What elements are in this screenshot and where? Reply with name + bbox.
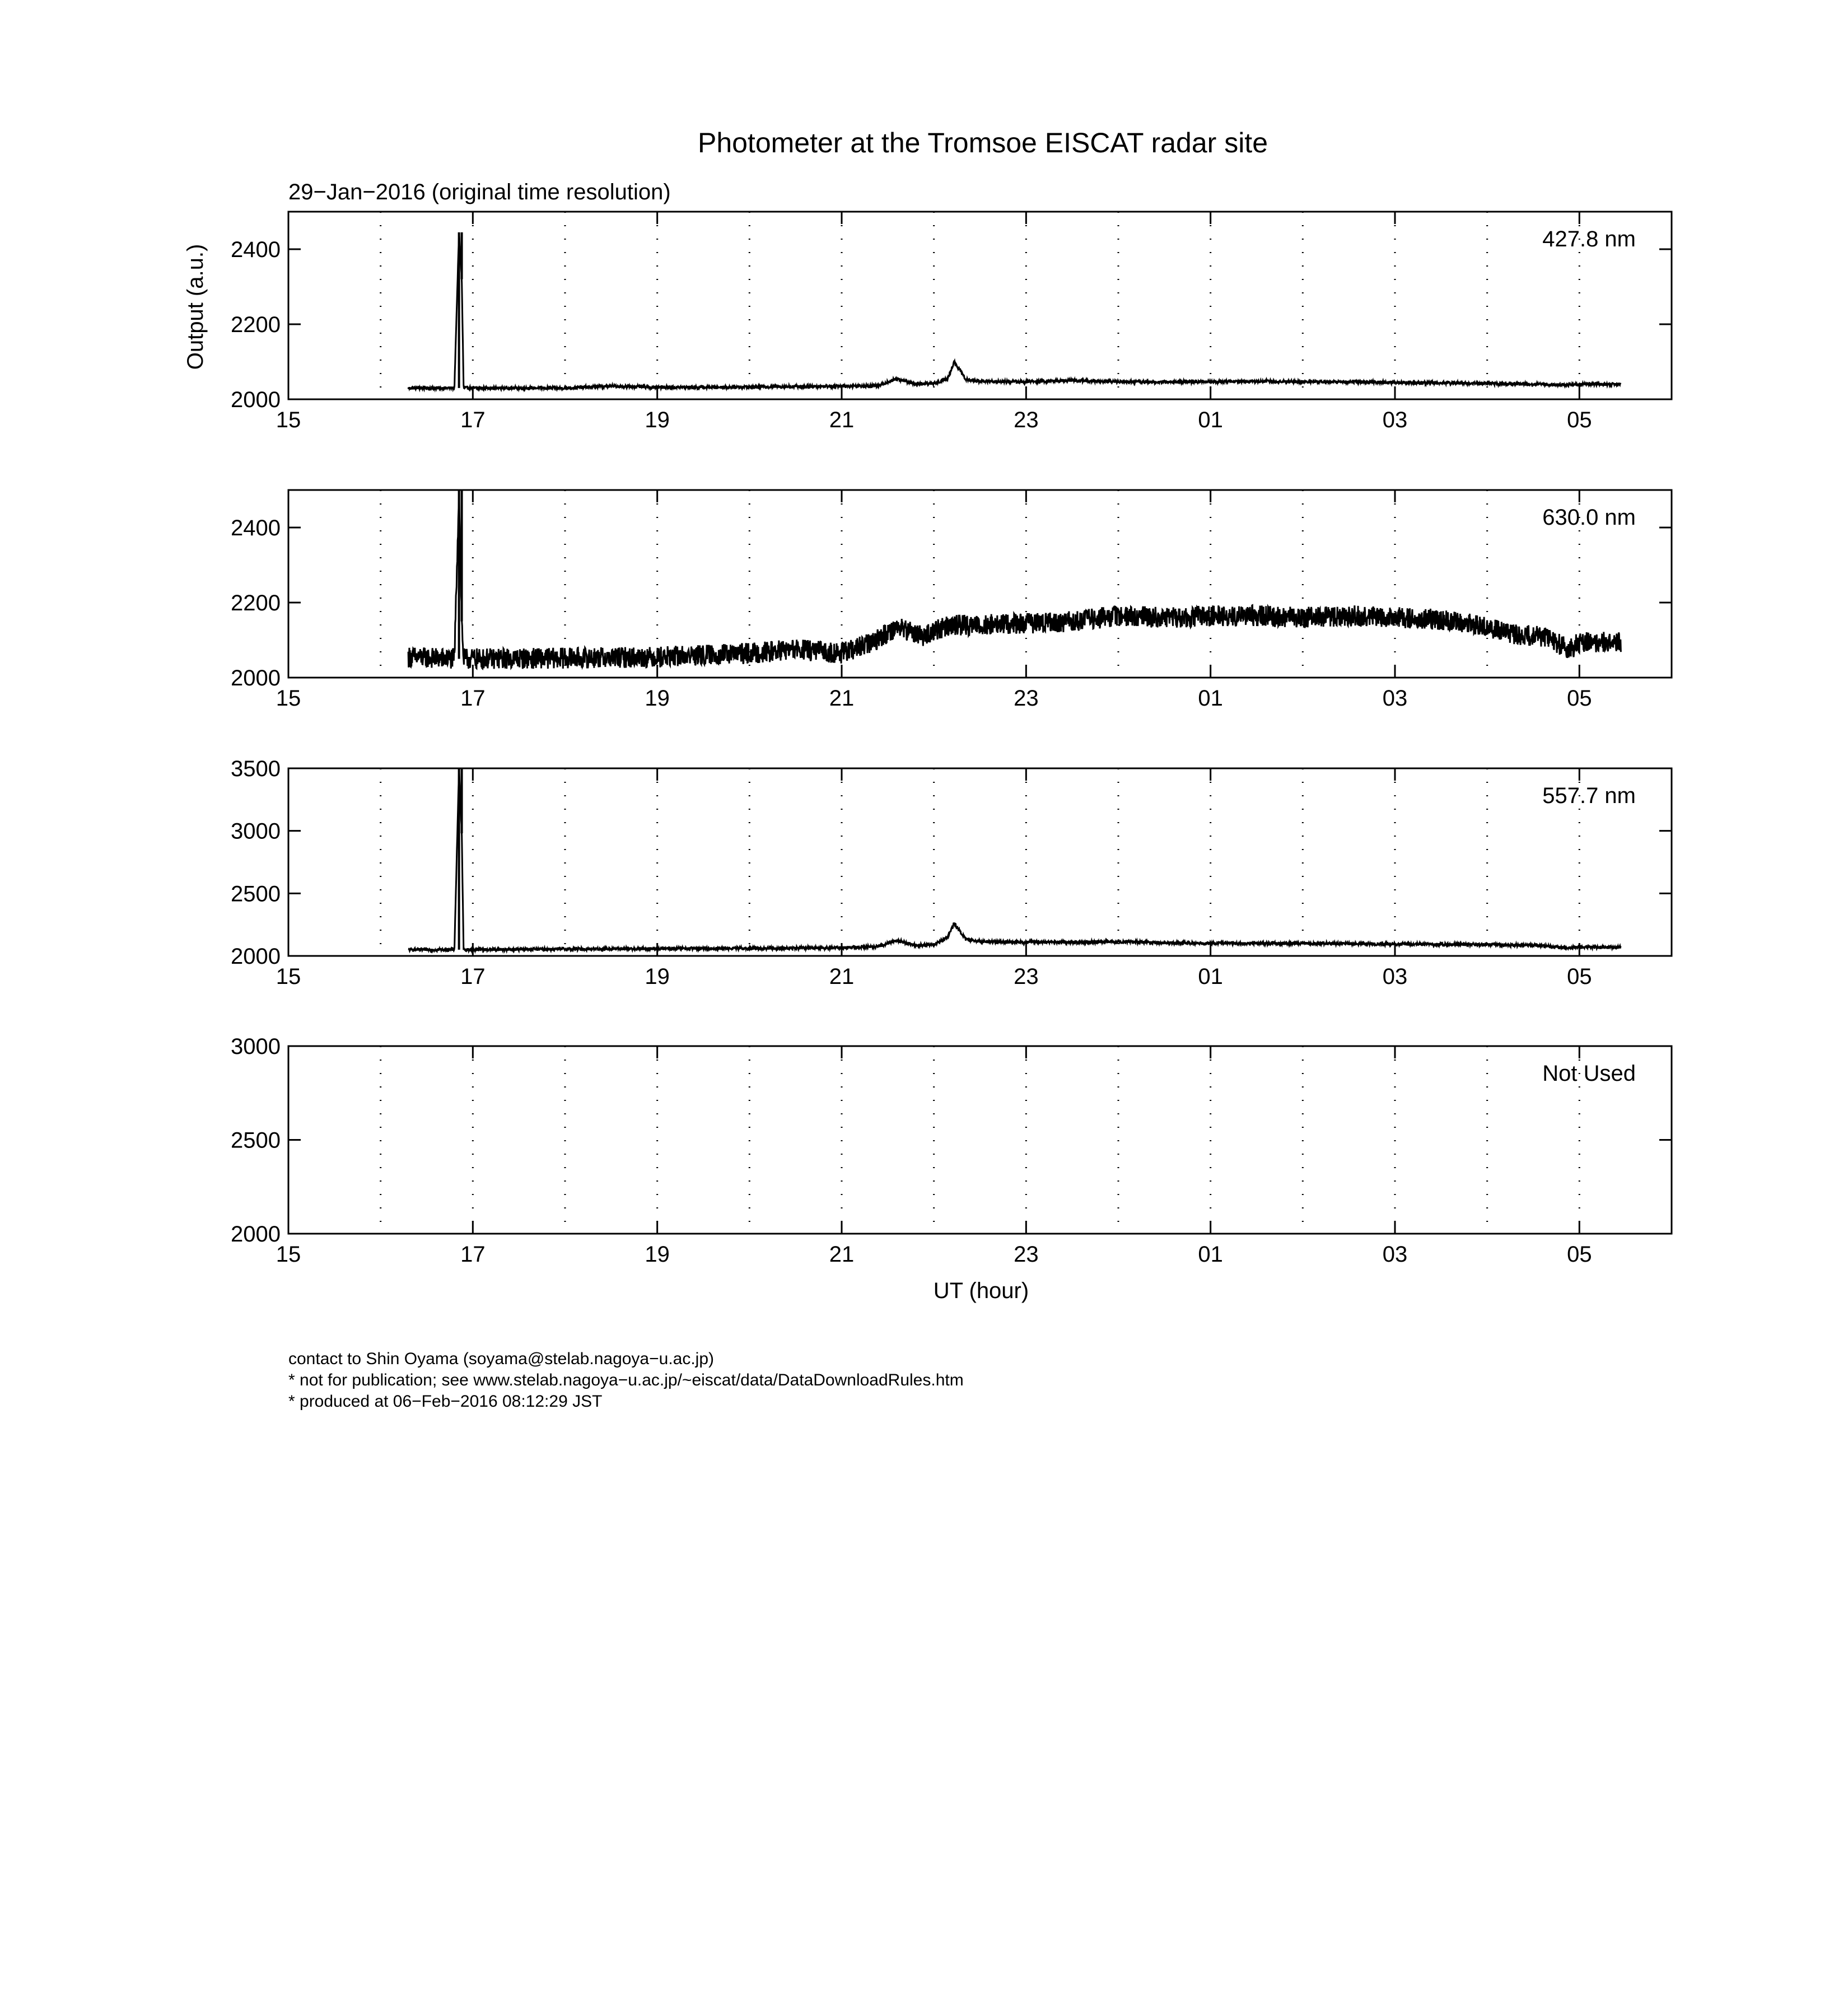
x-tick-label: 01 xyxy=(1198,408,1223,432)
panel-wavelength-label: 427.8 nm xyxy=(1542,227,1636,251)
x-tick-label: 17 xyxy=(460,686,486,711)
panel-wavelength-label: Not Used xyxy=(1542,1061,1636,1086)
panel-wavelength-label: 557.7 nm xyxy=(1542,783,1636,808)
x-tick-label: 23 xyxy=(1014,686,1039,711)
series-line xyxy=(408,490,1621,669)
figure-subtitle: 29−Jan−2016 (original time resolution) xyxy=(288,180,671,204)
y-tick-label: 2000 xyxy=(231,944,281,969)
x-tick-label: 15 xyxy=(276,964,301,989)
x-tick-label: 01 xyxy=(1198,964,1223,989)
x-tick-label: 15 xyxy=(276,686,301,711)
panel-1 xyxy=(231,212,1672,432)
y-axis-label: Output (a.u.) xyxy=(183,244,208,370)
x-tick-label: 23 xyxy=(1014,1242,1039,1267)
x-tick-label: 21 xyxy=(829,408,855,432)
x-tick-label: 21 xyxy=(829,1242,855,1267)
footer-contact: contact to Shin Oyama (soyama@stelab.nagoya−u.ac.jp) xyxy=(288,1350,715,1368)
panel-wavelength-label: 630.0 nm xyxy=(1542,505,1636,530)
x-tick-label: 17 xyxy=(460,1242,486,1267)
x-tick-label: 17 xyxy=(460,408,486,432)
x-tick-label: 15 xyxy=(276,408,301,432)
series-line xyxy=(408,768,1621,951)
x-tick-label: 17 xyxy=(460,964,486,989)
x-tick-label: 05 xyxy=(1567,408,1592,432)
axes-frame xyxy=(288,1046,1672,1234)
x-tick-label: 03 xyxy=(1382,964,1408,989)
x-tick-label: 05 xyxy=(1567,686,1592,711)
panel-3 xyxy=(231,757,1672,989)
x-tick-label: 03 xyxy=(1382,1242,1408,1267)
axes-frame xyxy=(288,490,1672,678)
axes-frame xyxy=(288,212,1672,399)
x-tick-label: 19 xyxy=(645,408,670,432)
x-tick-label: 03 xyxy=(1382,408,1408,432)
y-tick-label: 3000 xyxy=(231,819,281,844)
y-tick-label: 2200 xyxy=(231,591,281,615)
footer-produced-at: * produced at 06−Feb−2016 08:12:29 JST xyxy=(288,1392,603,1411)
x-tick-label: 19 xyxy=(645,1242,670,1267)
footer-publication-note: * not for publication; see www.stelab.nagoya−u.ac.jp/~eiscat/data/DataDownloadRules.htm xyxy=(288,1371,964,1389)
y-tick-label: 2000 xyxy=(231,1222,281,1247)
y-tick-label: 3500 xyxy=(231,757,281,781)
x-tick-label: 15 xyxy=(276,1242,301,1267)
x-tick-label: 03 xyxy=(1382,686,1408,711)
x-axis-label: UT (hour) xyxy=(933,1278,1029,1303)
x-tick-label: 05 xyxy=(1567,964,1592,989)
y-tick-label: 2000 xyxy=(231,666,281,690)
x-tick-label: 23 xyxy=(1014,408,1039,432)
y-tick-label: 2400 xyxy=(231,516,281,540)
x-tick-label: 19 xyxy=(645,686,670,711)
figure-title: Photometer at the Tromsoe EISCAT radar site xyxy=(697,127,1268,158)
panel-4 xyxy=(231,1034,1672,1267)
series-line xyxy=(408,234,1621,390)
y-tick-label: 2200 xyxy=(231,312,281,337)
y-tick-label: 2500 xyxy=(231,881,281,907)
x-tick-label: 19 xyxy=(645,964,670,989)
panel-2 xyxy=(231,490,1672,711)
axes-frame xyxy=(288,768,1672,956)
y-tick-label: 2000 xyxy=(231,388,281,412)
y-tick-label: 2400 xyxy=(231,237,281,262)
x-tick-label: 01 xyxy=(1198,1242,1223,1267)
x-tick-label: 23 xyxy=(1014,964,1039,989)
y-tick-label: 2500 xyxy=(231,1128,281,1153)
x-tick-label: 05 xyxy=(1567,1242,1592,1267)
x-tick-label: 01 xyxy=(1198,686,1223,711)
x-tick-label: 21 xyxy=(829,686,855,711)
x-tick-label: 21 xyxy=(829,964,855,989)
y-tick-label: 3000 xyxy=(231,1034,281,1059)
footer-notes xyxy=(288,1348,964,1412)
